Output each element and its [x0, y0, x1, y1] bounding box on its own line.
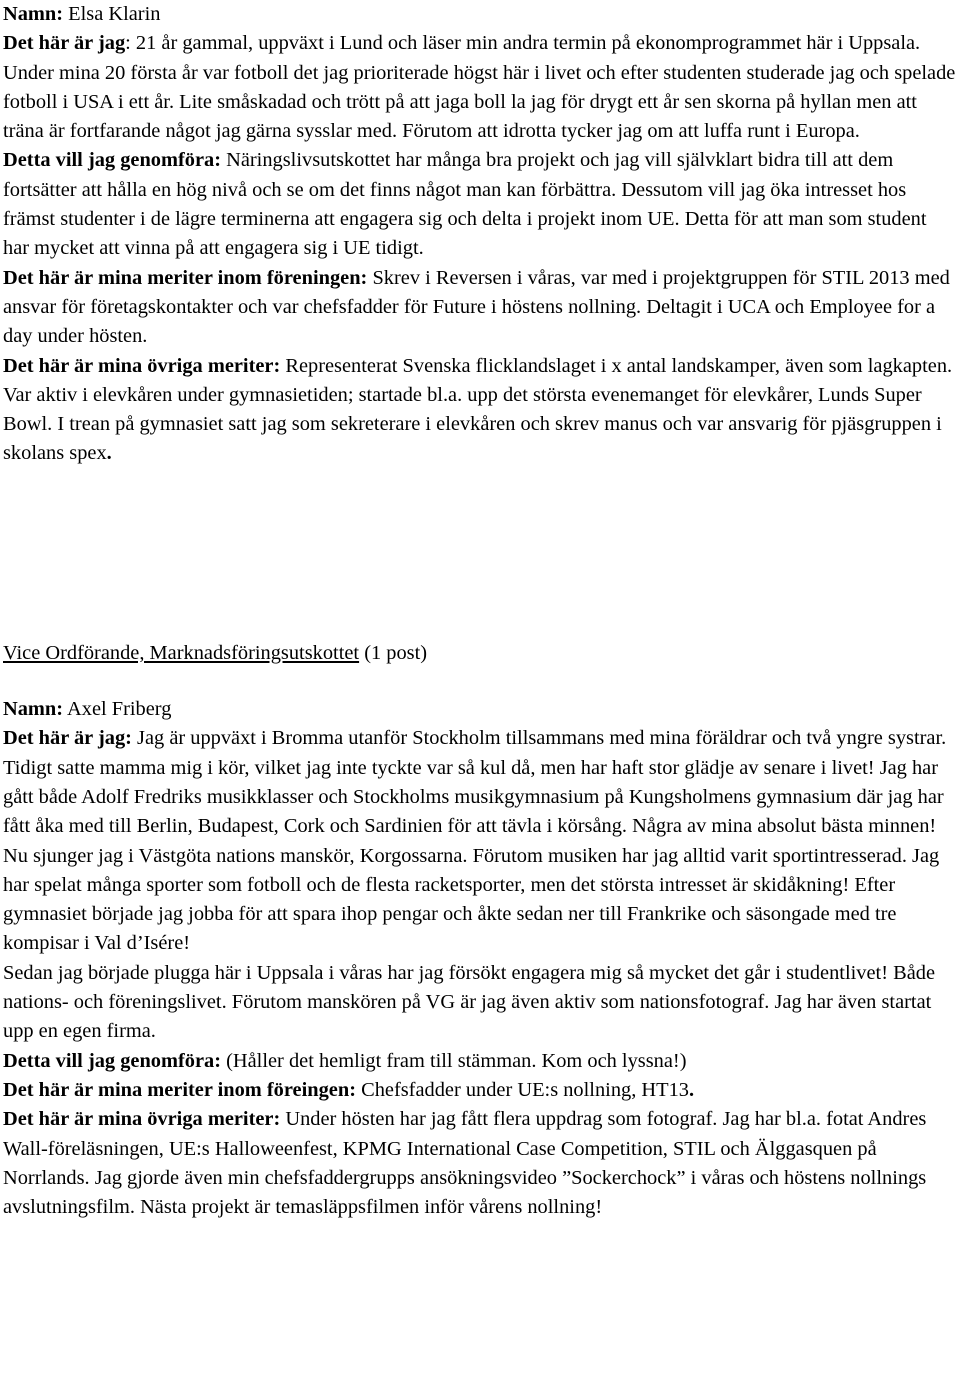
other-merits-label: Det här är mina övriga meriter:: [3, 354, 281, 377]
merits-text: Skrev i Reversen i våras, var med i projektgruppen för STIL 2013 med ansvar för företagskontakter och var chefsfadder för Future i höstens nollning. Deltagit i UCA och Employee for a day under hösten.: [3, 266, 950, 348]
spacer: [3, 469, 957, 639]
other-merits-end: .: [106, 442, 112, 465]
merits-text: Chefsfadder under UE:s nollning, HT13: [356, 1078, 689, 1101]
name-label: Namn:: [3, 698, 64, 721]
merits-label: Det här är mina meriter inom föreingen:: [3, 1078, 356, 1101]
profile-1-other-merits: [3, 352, 957, 469]
profile-1-merits: [3, 264, 957, 352]
name-value: Axel Friberg: [63, 698, 172, 721]
profile-2-name: [3, 695, 957, 724]
profile-2-intro: [3, 724, 957, 958]
section-title: Vice Ordförande, Marknadsföringsutskottet: [3, 641, 360, 664]
intro-label: Det här är jag:: [3, 727, 132, 750]
intro-text: : 21 år gammal, uppväxt i Lund och läser min andra termin på ekonomprogrammet här i Uppsala. Under mina 20 första år var fotboll det jag prioriterade högst här i livet och efter studenten studerade jag och spelade fotboll i USA i ett år. Lite småskadad och trött på att jaga boll la jag för drygt ett år sen skorna på hyllan men att träna är fortfarande något jag gärna sysslar med. Förutom att idrotta tycker jag om att luffa runt i Europa.: [3, 32, 956, 143]
other-merits-text: Representerat Svenska flicklandslaget i x antal landskamper, även som lagkapten. Var aktiv i elevkåren under gymnasietiden; startade bl.a. upp det största evenemanget för elevkårer, Lunds Super Bowl. I trean på gymnasiet satt jag som sekreterare i elevkåren och skrev manus och var ansvarig för pjäsgruppen i skolans spex: [3, 354, 953, 465]
profile-2-intro-continued: Sedan jag började plugga här i Uppsala i våras har jag försökt engagera mig så mycket det går i studentlivet! Både nations- och föreningslivet. Förutom manskören på VG är jag även aktiv som nationsfotograf. Jag har även startat upp en egen firma.: [3, 961, 935, 1043]
merits-label: Det här är mina meriter inom föreningen:: [3, 266, 368, 289]
goals-label: Detta vill jag genomföra:: [3, 149, 222, 172]
profile-1-name: [3, 0, 957, 29]
section-heading: [3, 639, 957, 668]
intro-text: Jag är uppväxt i Bromma utanför Stockholm tillsammans med mina föräldrar och två yngre systrar. Tidigt satte mamma mig i kör, vilket jag inte tyckte var så kul då, men har haft stor glädje av senare i livet! Jag har gått både Adolf Fredriks musikklasser och Stockholms musikgymnasium på Kungsholmens gymnasium där jag har fått åka med till Berlin, Budapest, Cork och Sardinien för att tävla i körsång. Några av mina absolut bästa minnen! Nu sjunger jag i Västgöta nations manskör, Korgossarna. Förutom musiken har jag alltid varit sportintresserad. Jag har spelat många sporter som fotboll och de flesta racketsporter, men det största intresset är skidåkning! Efter gymnasiet började jag jobba för att spara ihop pengar och åkte sedan ner till Frankrike och säsongade med tre kompisar i Val d’Isére!: [3, 727, 947, 955]
profile-1-goals: [3, 146, 957, 263]
intro-label: Det här är jag: [3, 32, 126, 55]
other-merits-text: Under hösten har jag fått flera uppdrag som fotograf. Jag har bl.a. fotat Andres Wall-föreläsningen, UE:s Halloweenfest, KPMG International Case Competition, STIL och Älggasquen på Norrlands. Jag gjorde även min chefsfaddergrupps ansökningsvideo ”Sockerchock” i våras och höstens nollnings avslutningsfilm. Nästa projekt är temasläppsfilmen inför vårens nollning!: [3, 1108, 927, 1219]
goals-text: Näringslivsutskottet har många bra projekt och jag vill självklart bidra till att dem fortsätter att hålla en hög nivå och se om det finns något man kan förbättra. Dessutom vill jag öka intresset hos främst studenter i de lägre terminerna att engagera sig och delta i projekt inom UE. Detta för att man som student har mycket att vinna på att engagera sig i UE tidigt.: [3, 149, 927, 260]
profile-2-goals: [3, 1047, 957, 1076]
spacer: [3, 668, 957, 695]
profile-2-merits: [3, 1076, 957, 1105]
goals-text: (Håller det hemligt fram till stämman. Kom och lyssna!): [221, 1049, 687, 1072]
profile-1-intro: [3, 29, 957, 146]
name-label: Namn:: [3, 3, 64, 25]
other-merits-label: Det här är mina övriga meriter:: [3, 1108, 281, 1131]
goals-label: Detta vill jag genomföra:: [3, 1049, 222, 1072]
section-suffix: (1 post): [359, 641, 428, 664]
profile-2-other-merits: [3, 1105, 957, 1222]
merits-end: .: [688, 1078, 695, 1101]
name-value: Elsa Klarin: [63, 3, 161, 25]
